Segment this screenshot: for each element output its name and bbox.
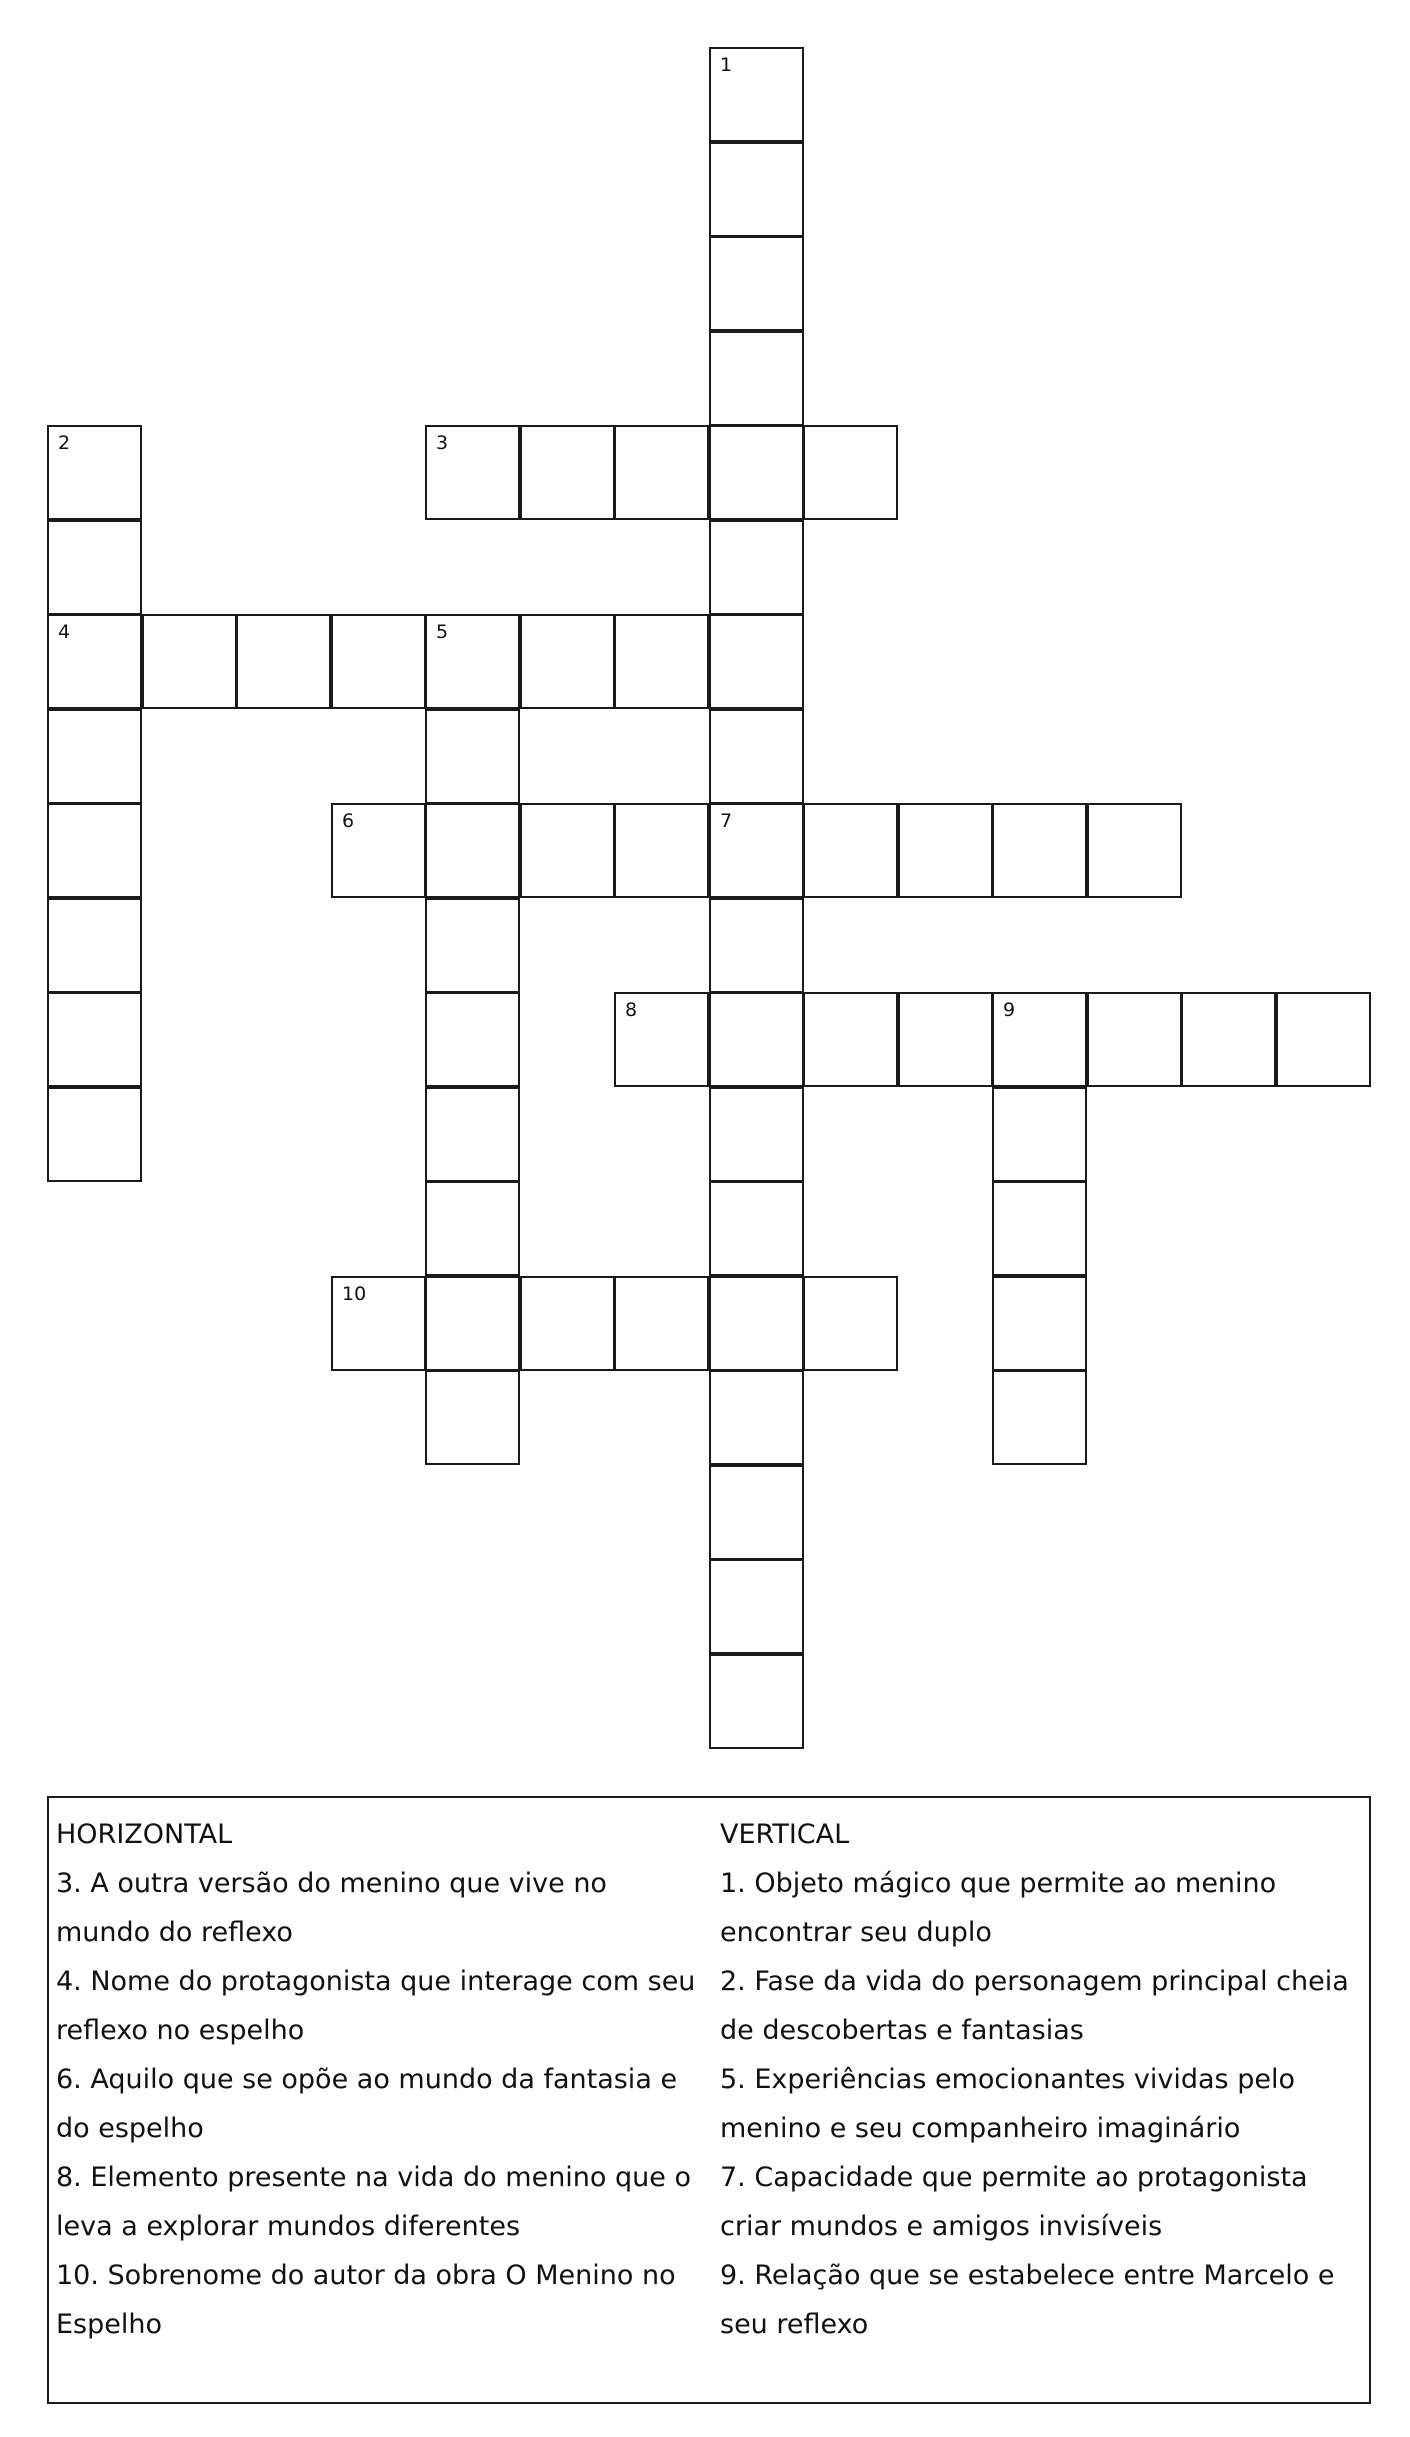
crossword-cell[interactable] [331,1276,426,1371]
crossword-cell[interactable] [709,1276,804,1371]
clue-horizontal-10: 10. Sobrenome do autor da obra O Menino no Espelho [56,2260,676,2340]
crossword-cell[interactable] [709,1559,804,1654]
crossword-cell[interactable] [520,1276,615,1371]
crossword-cell[interactable] [425,1087,520,1182]
crossword-cell[interactable] [992,1087,1087,1182]
crossword-cell[interactable] [1181,992,1276,1087]
clue-vertical-7: 7. Capacidade que permite ao protagonista criar mundos e amigos invisíveis [720,2162,1308,2242]
crossword-cell[interactable] [425,614,520,709]
crossword-cell[interactable] [709,520,804,615]
crossword-cell[interactable] [425,1370,520,1465]
crossword-cell[interactable] [1276,992,1371,1087]
clue-horizontal-3: 3. A outra versão do menino que vive no mundo do reflexo [56,1868,607,1948]
crossword-cell[interactable] [709,1370,804,1465]
clue-number: 5 [436,621,449,643]
clue-number: 1 [720,54,733,76]
crossword-cell[interactable] [709,425,804,520]
crossword-cell[interactable] [709,331,804,426]
crossword-cell[interactable] [47,520,142,615]
clues-horizontal [56,1810,696,2349]
clue-vertical-2: 2. Fase da vida do personagem principal cheia de descobertas e fantasias [720,1966,1349,2046]
clue-number: 10 [342,1283,367,1305]
clue-box [47,1796,1371,2404]
clue-vertical-1: 1. Objeto mágico que permite ao menino encontrar seu duplo [720,1868,1277,1948]
crossword-cell[interactable] [709,1465,804,1560]
crossword-cell[interactable] [709,236,804,331]
clue-horizontal-6: 6. Aquilo que se opõe ao mundo da fantasia e do espelho [56,2064,678,2144]
clue-horizontal-4: 4. Nome do protagonista que interage com seu reflexo no espelho [56,1966,696,2046]
crossword-cell[interactable] [425,803,520,898]
crossword-cell[interactable] [898,992,993,1087]
crossword-cell[interactable] [614,803,709,898]
crossword-cell[interactable] [47,425,142,520]
crossword-cell[interactable] [614,614,709,709]
crossword-cell[interactable] [709,1654,804,1749]
crossword-cell[interactable] [898,803,993,898]
crossword-cell[interactable] [614,425,709,520]
clue-number: 6 [342,810,355,832]
clue-vertical-9: 9. Relação que se estabelece entre Marcelo e seu reflexo [720,2260,1335,2340]
clues-vertical [720,1810,1360,2349]
clue-number: 9 [1003,999,1016,1021]
crossword-cell[interactable] [47,803,142,898]
crossword-cell[interactable] [709,1087,804,1182]
crossword-cell[interactable] [992,992,1087,1087]
crossword-cell[interactable] [992,1276,1087,1371]
crossword-cell[interactable] [142,614,237,709]
crossword-cell[interactable] [331,614,426,709]
crossword-cell[interactable] [709,614,804,709]
crossword-cell[interactable] [803,992,898,1087]
crossword-cell[interactable] [425,1276,520,1371]
crossword-cell[interactable] [709,47,804,142]
crossword-cell[interactable] [47,614,142,709]
crossword-cell[interactable] [47,1087,142,1182]
clue-number: 8 [625,999,638,1021]
clue-number: 2 [58,432,71,454]
crossword-cell[interactable] [47,992,142,1087]
crossword-cell[interactable] [709,142,804,237]
clue-number: 3 [436,432,449,454]
crossword-cell[interactable] [992,1181,1087,1276]
crossword-cell[interactable] [709,803,804,898]
crossword-cell[interactable] [1087,803,1182,898]
crossword-cell[interactable] [803,803,898,898]
crossword-cell[interactable] [236,614,331,709]
crossword-cell[interactable] [520,803,615,898]
crossword-cell[interactable] [425,898,520,993]
crossword-cell[interactable] [709,1181,804,1276]
crossword-cell[interactable] [47,898,142,993]
crossword-cell[interactable] [992,1370,1087,1465]
crossword-cell[interactable] [425,709,520,804]
clue-vertical-5: 5. Experiências emocionantes vividas pelo menino e seu companheiro imaginário [720,2064,1295,2144]
crossword-cell[interactable] [520,425,615,520]
crossword-cell[interactable] [803,1276,898,1371]
clues-horizontal-heading: HORIZONTAL [56,1819,233,1850]
crossword-cell[interactable] [709,709,804,804]
crossword-cell[interactable] [992,803,1087,898]
clue-number: 4 [58,621,71,643]
crossword-cell[interactable] [47,709,142,804]
crossword-cell[interactable] [331,803,426,898]
crossword-cell[interactable] [709,898,804,993]
clue-horizontal-8: 8. Elemento presente na vida do menino que o leva a explorar mundos diferentes [56,2162,691,2242]
crossword-cell[interactable] [425,992,520,1087]
crossword-cell[interactable] [520,614,615,709]
crossword-cell[interactable] [614,992,709,1087]
crossword-cell[interactable] [425,425,520,520]
crossword-cell[interactable] [614,1276,709,1371]
crossword-cell[interactable] [1087,992,1182,1087]
crossword-cell[interactable] [425,1181,520,1276]
crossword-cell[interactable] [803,425,898,520]
clues-vertical-heading: VERTICAL [720,1819,850,1850]
clue-number: 7 [720,810,733,832]
crossword-cell[interactable] [709,992,804,1087]
